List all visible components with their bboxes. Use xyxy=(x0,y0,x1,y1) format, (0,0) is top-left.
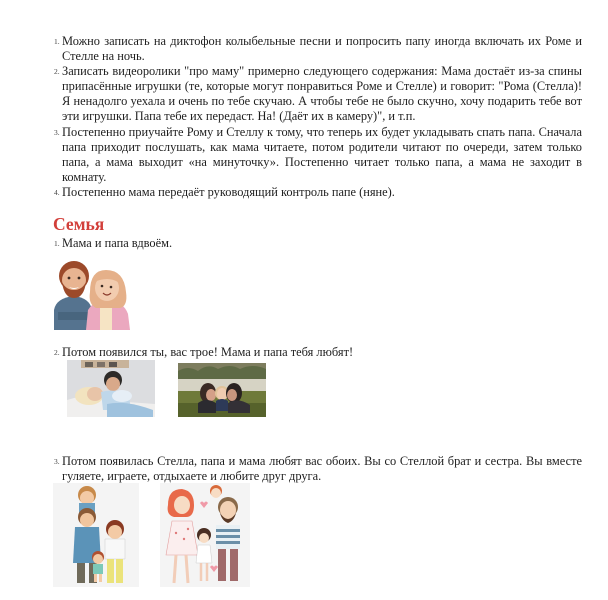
list-number: 3. xyxy=(54,128,60,137)
list-item xyxy=(54,34,582,64)
list-number: 1. xyxy=(54,37,60,46)
list-number: 2. xyxy=(54,67,60,76)
list-number: 4. xyxy=(54,188,60,197)
list-item xyxy=(54,64,582,124)
section-heading: Семья xyxy=(53,214,105,234)
cartoon-parents-illustration xyxy=(52,254,134,330)
list-text: Можно записать на диктофон колыбельные песни и попросить папу иногда включать их Роме и Стелле на ночь. xyxy=(62,34,582,63)
list-text: Постепенно приучайте Рому и Стеллу к тому, что теперь их будет укладывать спать папа. Сначала папа приходит послушать, как мама читаете, потом родители читают по очереди, затем только папа, а мама выходит «на минуточку». Постепенно читает только папа, а мама не заходит в комнату. xyxy=(62,125,582,184)
list-item xyxy=(54,185,582,200)
section-list-item xyxy=(54,345,582,360)
list-text: Потом появился ты, вас трое! Мама и папа тебя любят! xyxy=(62,345,354,359)
section-list-item xyxy=(54,236,582,251)
parents-with-newborn-photo xyxy=(67,360,155,417)
list-text: Мама и папа вдвоём. xyxy=(62,236,173,250)
list-number: 3. xyxy=(54,457,60,466)
list-text: Потом появилась Стелла, папа и мама любят вас обоих. Вы со Стеллой брат и сестра. Вы вместе гуляете, играете, отдыхаете и любите друг друга. xyxy=(62,454,582,483)
cartoon-family-walking-illustration xyxy=(160,483,250,587)
cartoon-family-four-illustration xyxy=(53,483,139,587)
list-number: 1. xyxy=(54,239,60,248)
list-text: Постепенно мама передаёт руководящий контроль папе (няне). xyxy=(62,185,395,199)
list-number: 2. xyxy=(54,348,60,357)
family-on-grass-photo xyxy=(178,363,266,417)
list-text: Записать видеоролики "про маму" примерно следующего содержания: Мама достаёт из-за спины припасённые игрушки (те, которые могут понравиться Роме и Стелле) и говорит: "Рома (Стелла)! Я ненадолго уехала и очень по тебе скучаю. А чтобы тебе не было скучно, хочу подарить тебе вот эти игрушки. Папа тебе их передаст. На! (Даёт их в камеру)", и т.п. xyxy=(62,64,582,123)
section-list-item xyxy=(54,454,582,484)
list-item xyxy=(54,125,582,185)
